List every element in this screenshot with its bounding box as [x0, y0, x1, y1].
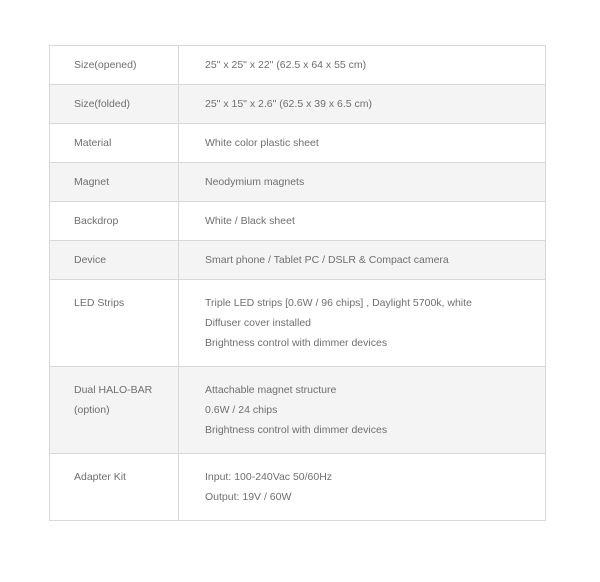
spec-label-text: Dual HALO-BAR — [74, 384, 153, 396]
table-row — [50, 241, 546, 280]
spec-label-text: LED Strips — [74, 297, 125, 309]
spec-value — [179, 163, 546, 202]
spec-value — [179, 367, 546, 454]
spec-value-text: White / Black sheet — [205, 215, 295, 227]
table-row — [50, 85, 546, 124]
spec-label — [50, 46, 179, 85]
spec-value-text: Smart phone / Tablet PC / DSLR & Compact camera — [205, 254, 449, 266]
spec-value — [179, 454, 546, 521]
spec-label — [50, 163, 179, 202]
spec-label-text: Material — [74, 137, 112, 149]
spec-value-text: Neodymium magnets — [205, 176, 305, 188]
spec-value-text: Input: 100-240Vac 50/60Hz — [205, 471, 333, 483]
spec-label-text: Device — [74, 254, 107, 266]
spec-label — [50, 241, 179, 280]
table-row — [50, 163, 546, 202]
spec-value — [179, 241, 546, 280]
table-row — [50, 202, 546, 241]
spec-label-text: (option) — [74, 404, 110, 416]
spec-value-text: 25" x 25" x 22" (62.5 x 64 x 55 cm) — [205, 59, 367, 71]
spec-label-text: Size(opened) — [74, 59, 137, 71]
spec-label — [50, 454, 179, 521]
spec-value-text: White color plastic sheet — [205, 137, 319, 149]
table-row — [50, 367, 546, 454]
spec-value — [179, 124, 546, 163]
spec-label-text: Magnet — [74, 176, 110, 188]
spec-value-text: Brightness control with dimmer devices — [205, 337, 388, 349]
spec-value-text: Attachable magnet structure — [205, 384, 337, 396]
spec-value-text: Output: 19V / 60W — [205, 491, 292, 503]
spec-label — [50, 202, 179, 241]
spec-value — [179, 46, 546, 85]
spec-label — [50, 124, 179, 163]
spec-label — [50, 85, 179, 124]
spec-label — [50, 367, 179, 454]
spec-value — [179, 202, 546, 241]
spec-value-text: Diffuser cover installed — [205, 317, 312, 329]
spec-label-text: Backdrop — [74, 215, 119, 227]
table-row — [50, 280, 546, 367]
spec-value — [179, 85, 546, 124]
spec-table — [49, 45, 546, 521]
spec-value-text: 0.6W / 24 chips — [205, 404, 278, 416]
spec-value-text: Triple LED strips [0.6W / 96 chips] , Daylight 5700k, white — [205, 297, 472, 309]
spec-value-text: Brightness control with dimmer devices — [205, 424, 388, 436]
spec-label-text: Size(folded) — [74, 98, 131, 110]
spec-value-text: 25" x 15" x 2.6" (62.5 x 39 x 6.5 cm) — [205, 98, 373, 110]
spec-label — [50, 280, 179, 367]
table-row — [50, 124, 546, 163]
table-row — [50, 454, 546, 521]
spec-value — [179, 280, 546, 367]
table-row — [50, 46, 546, 85]
spec-label-text: Adapter Kit — [74, 471, 126, 483]
